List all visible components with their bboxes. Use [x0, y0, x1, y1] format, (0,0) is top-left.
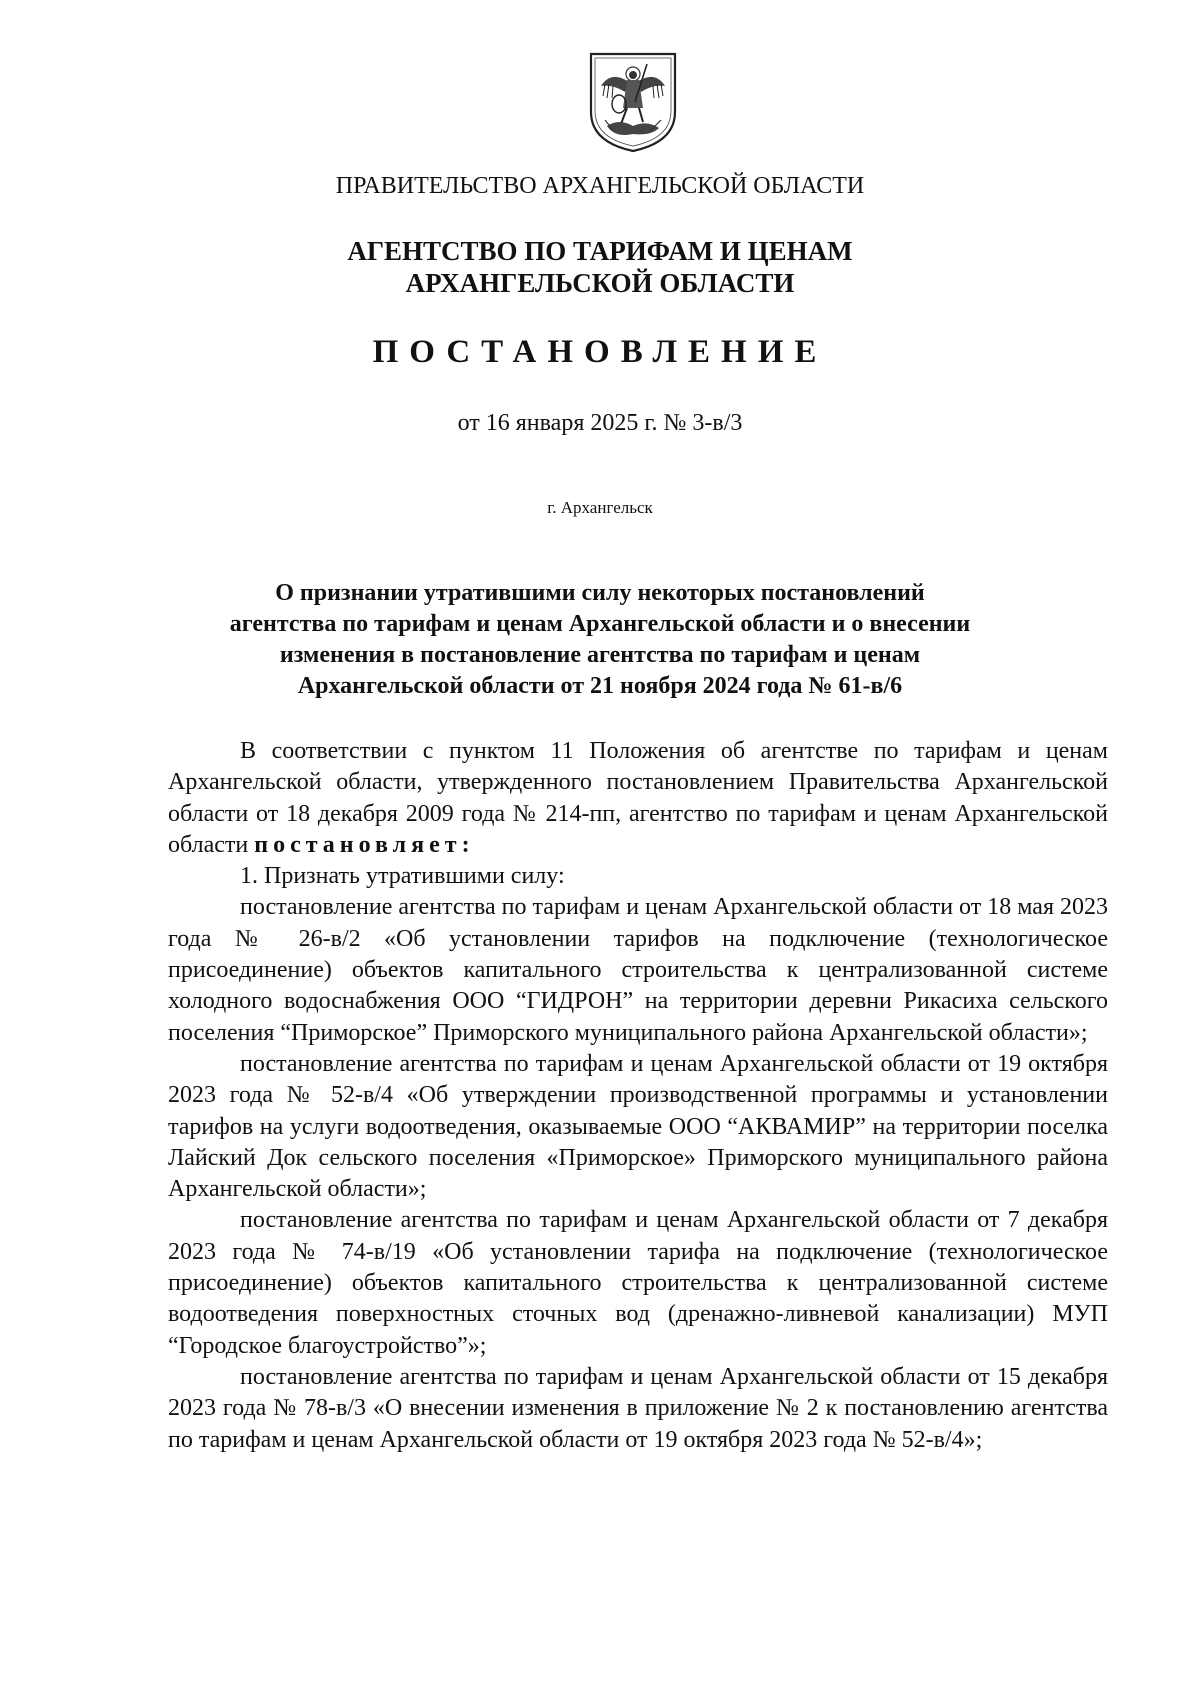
repealed-decree-paragraph: постановление агентства по тарифам и ценам Архангельской области от 19 октября 2023 года № 52-в/4 «Об утверждении производственной программы и установлении тарифов на услуги водоотведения, оказываемые ООО “АКВАМИР” на территории поселка Лайский Док сельского поселения «Приморское» Приморского муниципального района Архангельской области»; [168, 1050, 1108, 1203]
intro-text: В соответствии с пунктом 11 Положения об агентстве по тарифам и ценам Архангельской области, утвержденного постановлением Правительства Архангельской области от 18 декабря 2009 года № 214-пп, агентство по тарифам и ценам Архангельской области [168, 738, 1108, 858]
government-name: ПРАВИТЕЛЬСТВО АРХАНГЕЛЬСКОЙ ОБЛАСТИ [335, 173, 865, 199]
document-date-number: от 16 января 2025 г. № 3-в/3 [457, 410, 743, 436]
agency-name-line1: АГЕНТСТВО ПО ТАРИФАМ И ЦЕНАМ [347, 236, 853, 266]
repealed-decree-paragraph: постановление агентства по тарифам и ценам Архангельской области от 18 мая 2023 года № 26-в/2 «Об установлении тарифов на подключение (технологическое присоединение) объектов капитального строительства к централизованной системе холодного водоснабжения ООО “ГИДРОН” на территории деревни Рикасиха сельского поселения “Приморское” Приморского муниципального района Архангельской области»; [168, 894, 1108, 1046]
document-subject [0, 578, 1200, 702]
subject-line: агентства по тарифам и ценам Архангельской области и о внесении [229, 611, 971, 637]
agency-name-line2: АРХАНГЕЛЬСКОЙ ОБЛАСТИ [405, 268, 795, 298]
document-body [168, 736, 1108, 1456]
agency-name [0, 235, 1200, 299]
subject-line: Архангельской области от 21 ноября 2024 года № 61-в/6 [297, 673, 903, 699]
item-1-heading: 1. Признать утратившими силу: [240, 863, 565, 890]
subject-line: О признании утратившими силу некоторых постановлений [275, 580, 925, 606]
arkhangelsk-coat-of-arms-icon [585, 50, 681, 154]
repealed-decree-paragraph: постановление агентства по тарифам и ценам Архангельской области от 15 декабря 2023 года № 78-в/3 «О внесении изменения в приложение № 2 к постановлению агентства по тарифам и ценам Архангельской области от 19 октября 2023 года № 52-в/4»; [168, 1363, 1108, 1453]
intro-paragraph [168, 736, 1108, 861]
document-city: г. Архангельск [547, 498, 653, 517]
document-type-title: ПОСТАНОВЛЕНИЕ [372, 334, 828, 370]
repealed-decree-paragraph: постановление агентства по тарифам и ценам Архангельской области от 7 декабря 2023 года № 74-в/19 «Об установлении тарифа на подключение (технологическое присоединение) объектов капитального строительства к централизованной системе водоотведения поверхностных сточных вод (дренажно-ливневой канализации) МУП “Городское благоустройство”»; [168, 1207, 1108, 1359]
subject-line: изменения в постановление агентства по тарифам и ценам [279, 642, 921, 668]
decree-word: постановляет: [254, 831, 475, 858]
